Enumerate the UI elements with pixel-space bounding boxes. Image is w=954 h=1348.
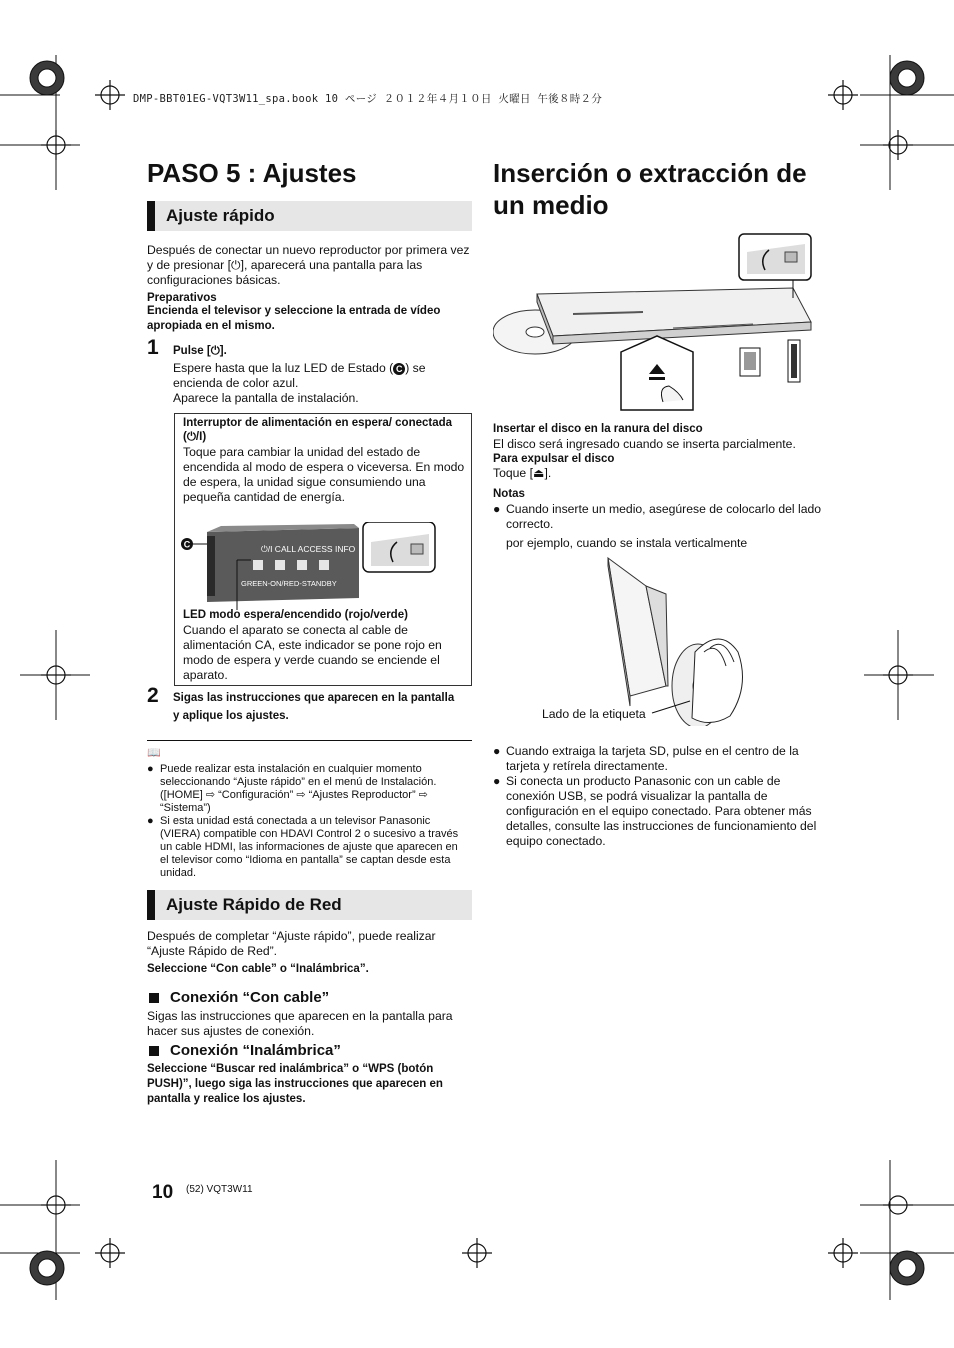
section-heading-text: Ajuste Rápido de Red (166, 895, 342, 914)
vertical-example: por ejemplo, cuando se instala verticalmente (506, 536, 748, 550)
wired-text: Sigas las instrucciones que aparecen en la pantalla para hacer sus ajustes de conexión. (147, 1009, 453, 1038)
step-1-line1: Espere hasta que la luz LED de Estado ( (173, 361, 394, 375)
bullet-text: Cuando extraiga la tarjeta SD, pulse en el centro de la tarjeta y retírela directamente. (506, 744, 799, 773)
step-1-line1-end: ) se encienda de color azul. (173, 361, 426, 390)
right-title: Inserción o extracción de un medio (493, 158, 807, 220)
insert-heading: Insertar el disco en la ranura del disco (493, 423, 703, 435)
step-1-number: 1 (147, 336, 159, 359)
preparation-text: Encienda el televisor y seleccione la entrada de vídeo apropiada en el mismo. (147, 305, 441, 332)
wired-heading-text: Conexión “Con cable” (170, 989, 330, 1006)
notes-heading: Notas (493, 488, 525, 500)
note-item: ● Puede realizar esta instalación en cualquier momento seleccionando “Ajuste rápido” en el menú de Instalación. ([HOME] ⇨ “Configuración” ⇨ “Ajustes Reproductor” ⇨ “Sistema”) (147, 763, 467, 815)
note-item: ● Si esta unidad está conectada a un televisor Panasonic (VIERA) compatible con HDAVI Control 2 o sucesivo a través un cable HDMI, las informaciones de ajuste que aparecen en el televisor como “Idioma en pantalla” se captan desde esta unidad. (147, 815, 467, 880)
led-title: LED modo espera/encendido (rojo/verde) (183, 609, 408, 621)
note-text: Si esta unidad está conectada a un televisor Panasonic (VIERA) compatible con HDAVI Control 2 o sucesivo a través un cable HDMI, las informaciones de ajuste que aparecen en el televisor como “Idioma en pantalla” se captan desde esta unidad. (160, 815, 459, 879)
eject-text: Toque [⏏]. (493, 466, 552, 480)
label-side-caption: Lado de la etiqueta (542, 707, 646, 721)
page-title: PASO 5 : Ajustes (147, 158, 357, 188)
label-side-pointer (650, 697, 695, 717)
divider (147, 740, 472, 741)
book-header-line: DMP-BBT01EG-VQT3W11_spa.book 10 ページ ２０１２年４月１０日 火曜日 午後８時２分 (133, 93, 603, 105)
disc-insertion-illustration (493, 232, 818, 417)
bullet-item: ● Cuando extraiga la tarjeta SD, pulse en el centro de la tarjeta y retírela directamente. (493, 744, 823, 774)
heading-mark (147, 890, 155, 920)
section-heading-ajuste-rapido (147, 201, 472, 231)
right-bullet-list (493, 744, 823, 849)
intro-paragraph: Después de conectar un nuevo reproductor por primera vez y de presionar [⏻], aparecerá una pantalla para las configuraciones básicas. (147, 243, 470, 287)
document-code: (52) VQT3W11 (186, 1184, 253, 1195)
note-list (147, 763, 467, 880)
note-book-icon: 📖 (147, 747, 161, 759)
bullet-item: ● Si conecta un producto Panasonic con un cable de conexión USB, se podrá visualizar la pantalla de configuración en el equipo conectado. Para obtener más detalles, consulte las instrucciones de funcionamiento del equipo conectado. (493, 774, 823, 849)
wired-heading (149, 989, 329, 1006)
heading-mark (147, 201, 155, 231)
wireless-text: Seleccione “Buscar red inalámbrica” o “WPS (botón PUSH)”, luego siga las instrucciones que aparecen en pantalla y realice los ajustes. (147, 1063, 443, 1105)
step-2-number: 2 (147, 684, 159, 707)
power-switch-title: Interruptor de alimentación en espera/ conectada (⏻/I) (183, 417, 453, 443)
power-switch-text: Toque para cambiar la unidad del estado de encendida al modo de espera o viceversa. En modo de espera, la unidad sigue consumiendo una pequeña cantidad de energía. (183, 445, 465, 504)
network-select: Seleccione “Con cable” o “Inalámbrica”. (147, 963, 369, 975)
step-1-title: Pulse [⏻]. (173, 345, 227, 357)
bullet-text: Si conecta un producto Panasonic con un cable de conexión USB, se podrá visualizar la pantalla de configuración en el equipo conectado. Para obtener más detalles, consulte las instrucciones de funcionamiento del equipo conectado. (506, 774, 817, 848)
panel-badge: C (183, 539, 191, 550)
power-switch-box (174, 413, 472, 686)
page-number: 10 (152, 1182, 174, 1203)
section-heading-text: Ajuste rápido (166, 206, 275, 225)
preparation-label: Preparativos (147, 292, 217, 304)
led-text: Cuando el aparato se conecta al cable de alimentación CA, este indicador se pone rojo en modo de espera y verde cuando se enciende el aparato. (183, 623, 442, 682)
step-1-line2: Aparece la pantalla de instalación. (173, 391, 359, 405)
network-intro: Después de completar “Ajuste rápido”, puede realizar “Ajuste Rápido de Red”. (147, 929, 436, 958)
eject-heading: Para expulsar el disco (493, 453, 615, 465)
step-2-text: Sigas las instrucciones que aparecen en la pantalla y aplique los ajustes. (173, 692, 455, 722)
panel-label-bottom: GREEN-ON/RED-STANDBY (241, 579, 337, 588)
note-text: Puede realizar esta instalación en cualquier momento seleccionando “Ajuste rápido” en el menú de Instalación. ([HOME] ⇨ “Configuración” ⇨ “Ajustes Reproductor” ⇨ “Sistema”) (160, 763, 437, 814)
wireless-heading-text: Conexión “Inalámbrica” (170, 1042, 341, 1059)
note-orientation-text: Cuando inserte un medio, asegúrese de colocarlo del lado correcto. (506, 502, 822, 531)
front-panel-illustration (179, 522, 467, 610)
step-1-text (173, 361, 463, 406)
note-orientation: ● Cuando inserte un medio, asegúrese de colocarlo del lado correcto. (493, 502, 822, 531)
wireless-heading (149, 1042, 341, 1059)
section-heading-red (147, 890, 472, 920)
status-led-badge: C (393, 363, 405, 375)
panel-label-top: ⏻/I CALL ACCESS INFO (261, 544, 356, 554)
insert-text: El disco será ingresado cuando se inserta parcialmente. (493, 437, 796, 451)
